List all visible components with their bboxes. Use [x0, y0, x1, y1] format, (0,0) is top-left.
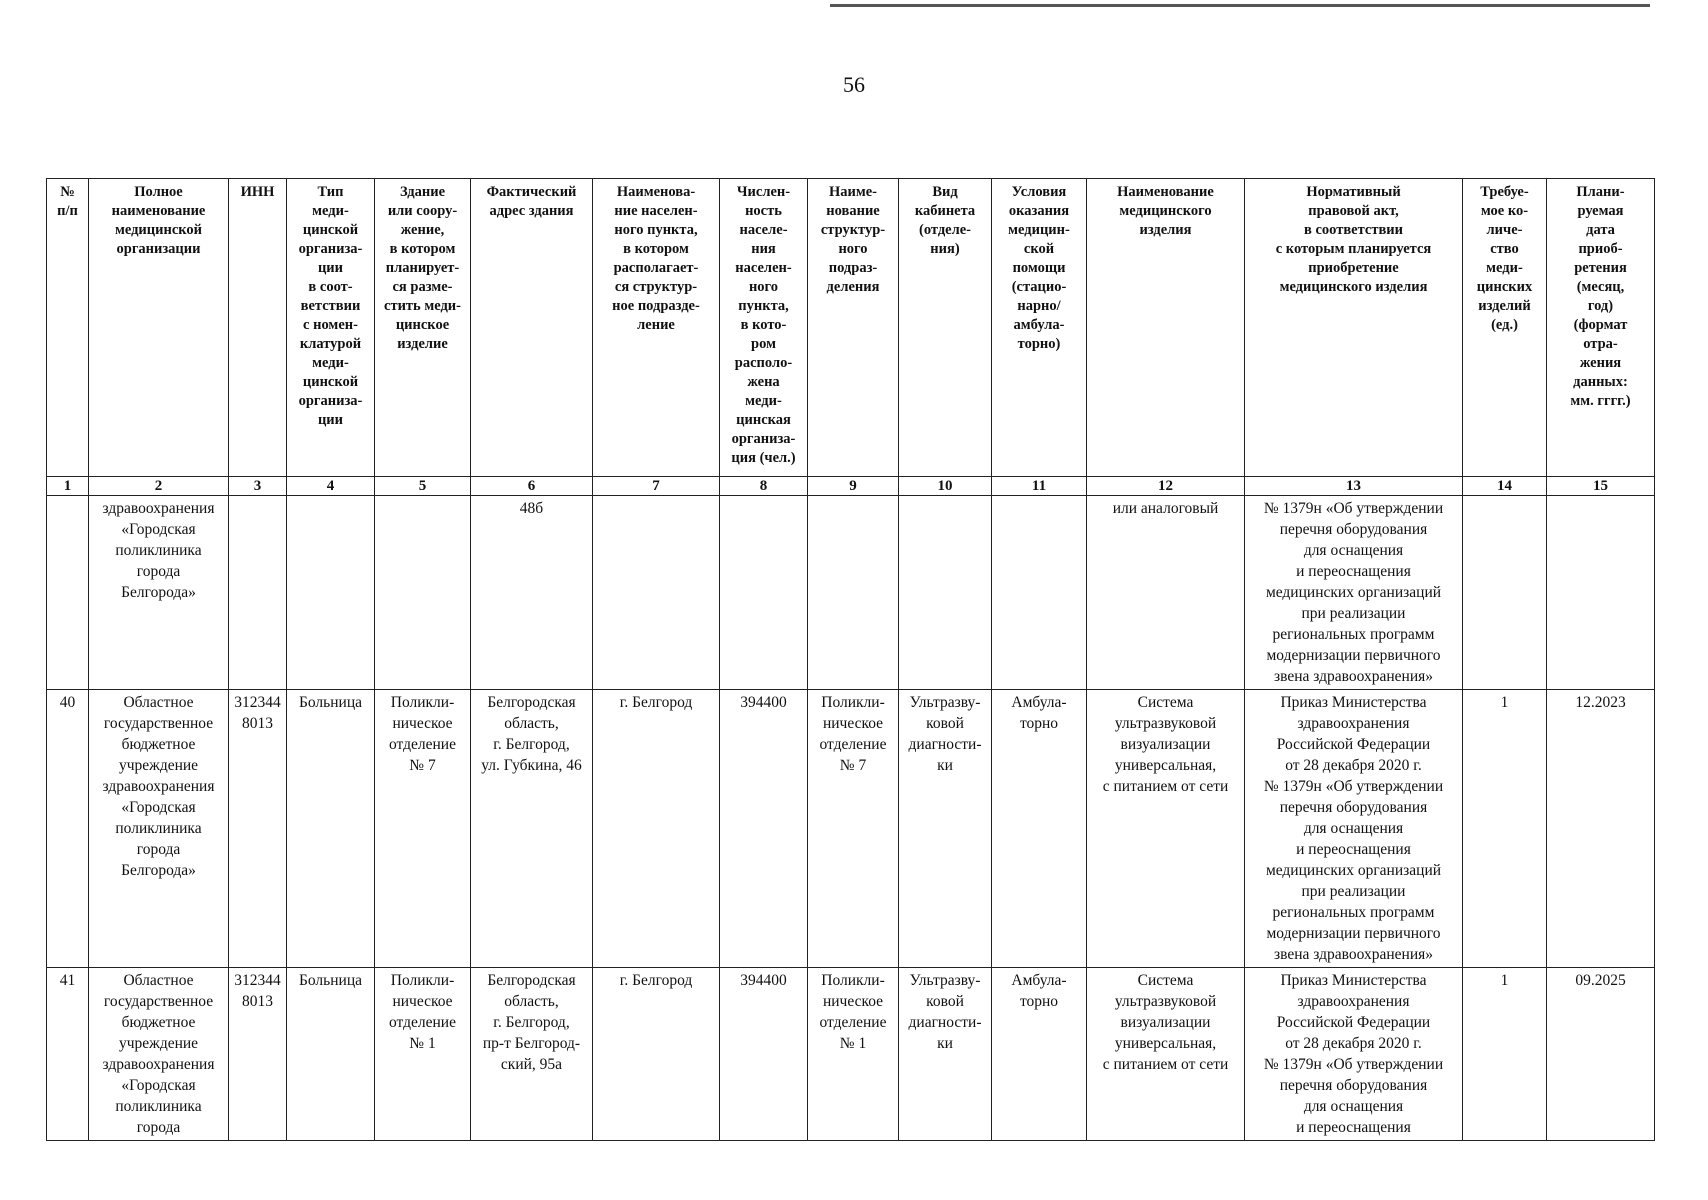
cell-care-conditions: Амбула- торно	[992, 690, 1087, 968]
cell-care-conditions: Амбула- торно	[992, 968, 1087, 1141]
col-number: 8	[720, 477, 808, 496]
cell-population: 394400	[720, 968, 808, 1141]
table-row	[47, 496, 1655, 690]
col-number: 13	[1245, 477, 1463, 496]
cell-subdivision: Поликли- ническое отделение № 7	[808, 690, 899, 968]
cell-cabinet-type: Ультразву- ковой диагности- ки	[899, 968, 992, 1141]
cell-row-number: 41	[47, 968, 89, 1141]
cell-organization-name: Областное государственное бюджетное учреждение здравоохранения «Городская поликлиника города Белгорода»	[89, 690, 229, 968]
col-header-1: № п/п	[47, 179, 89, 477]
page-number: 56	[843, 72, 865, 97]
cell-subdivision: Поликли- ническое отделение № 1	[808, 968, 899, 1141]
cell-inn	[229, 496, 287, 690]
cell-organization-type	[287, 496, 375, 690]
cell-organization-type: Больница	[287, 690, 375, 968]
col-number: 10	[899, 477, 992, 496]
col-header-2: Полное наименование медицинской организации	[89, 179, 229, 477]
cell-locality	[593, 496, 720, 690]
col-number: 4	[287, 477, 375, 496]
cell-organization-name: Областное государственное бюджетное учреждение здравоохранения «Городская поликлиника города	[89, 968, 229, 1141]
cell-address: 48б	[471, 496, 593, 690]
col-header-4: Тип меди- цинской организа- ции в соот- ветствии с номен- клатурой меди- цинской организа- ции	[287, 179, 375, 477]
cell-subdivision	[808, 496, 899, 690]
column-number-row	[47, 477, 1655, 496]
top-rule	[830, 4, 1650, 7]
cell-building: Поликли- ническое отделение № 1	[375, 968, 471, 1141]
cell-organization-type: Больница	[287, 968, 375, 1141]
cell-population	[720, 496, 808, 690]
table-row	[47, 968, 1655, 1141]
cell-legal-act: № 1379н «Об утверждении перечня оборудования для оснащения и переоснащения медицинских организаций при реализации региональных программ модернизации первичного звена здравоохранения»	[1245, 496, 1463, 690]
cell-device-name: Система ультразвуковой визуализации универсальная, с питанием от сети	[1087, 968, 1245, 1141]
table-row	[47, 690, 1655, 968]
cell-inn: 312344 8013	[229, 690, 287, 968]
col-header-13: Нормативный правовой акт, в соответствии с которым планируется приобретение медицинского изделия	[1245, 179, 1463, 477]
cell-care-conditions	[992, 496, 1087, 690]
cell-legal-act: Приказ Министерства здравоохранения Российской Федерации от 28 декабря 2020 г. № 1379н «Об утверждении перечня оборудования для оснащения и переоснащения медицинских организаций при реализации региональных программ модернизации первичного звена здравоохранения»	[1245, 690, 1463, 968]
col-number: 11	[992, 477, 1087, 496]
col-header-3: ИНН	[229, 179, 287, 477]
cell-locality: г. Белгород	[593, 690, 720, 968]
cell-building: Поликли- ническое отделение № 7	[375, 690, 471, 968]
cell-locality: г. Белгород	[593, 968, 720, 1141]
cell-quantity	[1463, 496, 1547, 690]
col-number: 9	[808, 477, 899, 496]
cell-device-name: Система ультразвуковой визуализации универсальная, с питанием от сети	[1087, 690, 1245, 968]
col-number: 5	[375, 477, 471, 496]
col-header-11: Условия оказания медицин- ской помощи (стацио- нарно/ амбула- торно)	[992, 179, 1087, 477]
cell-planned-date: 09.2025	[1547, 968, 1655, 1141]
cell-address: Белгородская область, г. Белгород, пр-т Белгород- ский, 95а	[471, 968, 593, 1141]
cell-planned-date: 12.2023	[1547, 690, 1655, 968]
col-header-8: Числен- ность населе- ния населен- ного пункта, в кото- ром располо- жена меди- цинская организа- ция (чел.)	[720, 179, 808, 477]
col-number: 15	[1547, 477, 1655, 496]
col-number: 7	[593, 477, 720, 496]
equipment-table	[46, 178, 1655, 1141]
col-number: 14	[1463, 477, 1547, 496]
cell-row-number: 40	[47, 690, 89, 968]
cell-population: 394400	[720, 690, 808, 968]
col-number: 3	[229, 477, 287, 496]
col-number: 2	[89, 477, 229, 496]
cell-cabinet-type: Ультразву- ковой диагности- ки	[899, 690, 992, 968]
cell-organization-name: здравоохранения «Городская поликлиника города Белгорода»	[89, 496, 229, 690]
col-header-15: Плани- руемая дата приоб- ретения (месяц, год) (формат отра- жения данных: мм. гггг.)	[1547, 179, 1655, 477]
col-number: 12	[1087, 477, 1245, 496]
col-number: 1	[47, 477, 89, 496]
col-number: 6	[471, 477, 593, 496]
cell-quantity: 1	[1463, 968, 1547, 1141]
cell-legal-act: Приказ Министерства здравоохранения Российской Федерации от 28 декабря 2020 г. № 1379н «Об утверждении перечня оборудования для оснащения и переоснащения	[1245, 968, 1463, 1141]
cell-inn: 312344 8013	[229, 968, 287, 1141]
col-header-5: Здание или соору- жение, в котором планирует- ся разме- стить меди- цинское изделие	[375, 179, 471, 477]
cell-cabinet-type	[899, 496, 992, 690]
col-header-12: Наименование медицинского изделия	[1087, 179, 1245, 477]
col-header-9: Наиме- нование структур- ного подраз- деления	[808, 179, 899, 477]
header-row	[47, 179, 1655, 477]
col-header-14: Требуе- мое ко- личе- ство меди- цинских изделий (ед.)	[1463, 179, 1547, 477]
cell-address: Белгородская область, г. Белгород, ул. Губкина, 46	[471, 690, 593, 968]
cell-planned-date	[1547, 496, 1655, 690]
col-header-6: Фактический адрес здания	[471, 179, 593, 477]
col-header-7: Наименова- ние населен- ного пункта, в котором располагает- ся структур- ное подразде- ление	[593, 179, 720, 477]
cell-device-name: или аналоговый	[1087, 496, 1245, 690]
cell-row-number	[47, 496, 89, 690]
col-header-10: Вид кабинета (отделе- ния)	[899, 179, 992, 477]
cell-quantity: 1	[1463, 690, 1547, 968]
cell-building	[375, 496, 471, 690]
